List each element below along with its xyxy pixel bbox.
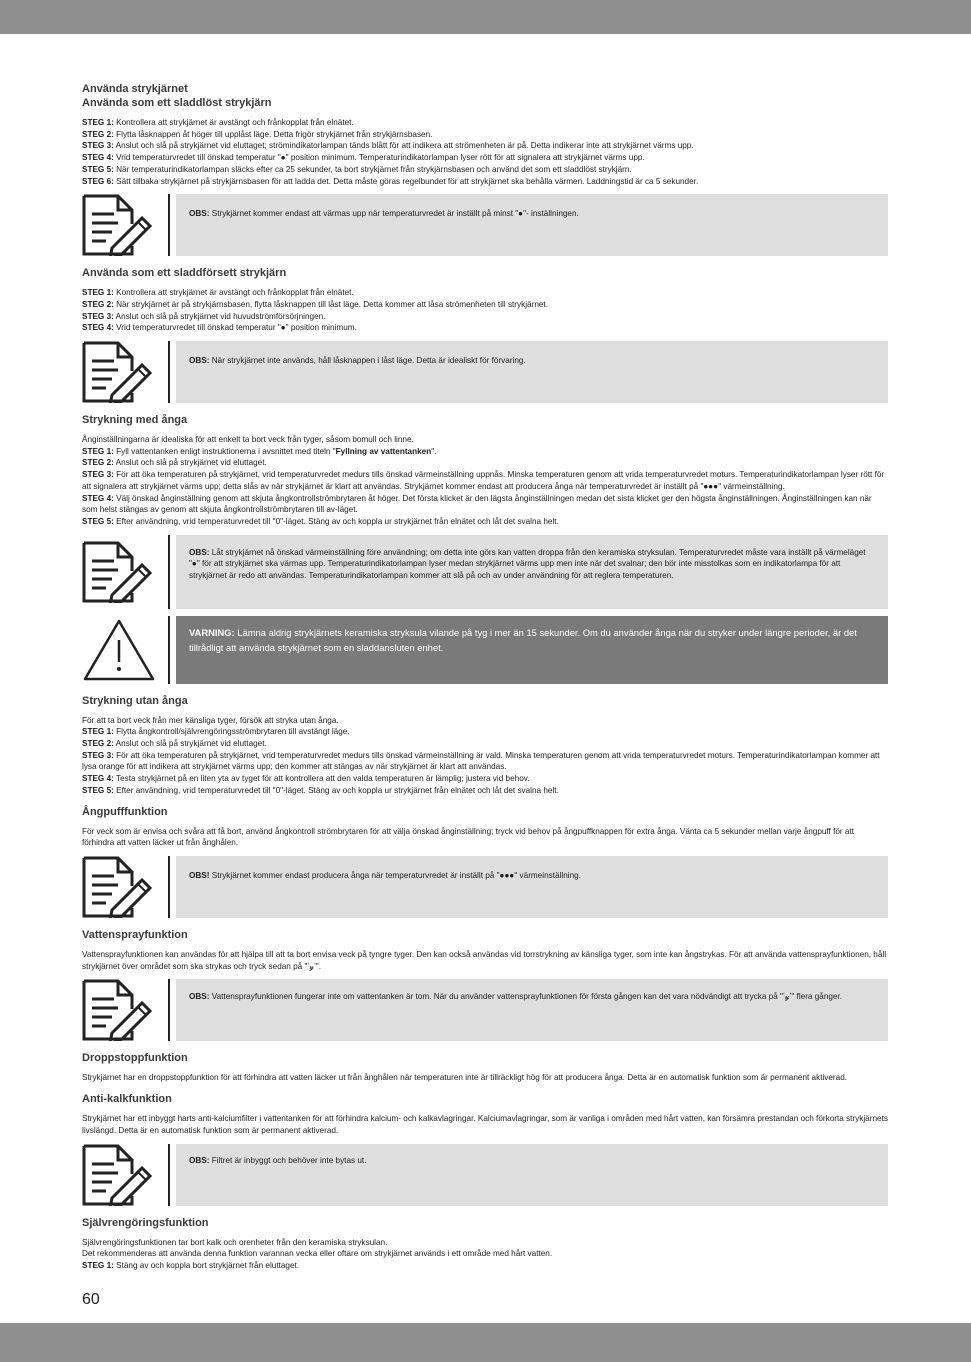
section-title: Använda som ett sladdlöst strykjärn bbox=[82, 97, 272, 109]
note-pencil-icon bbox=[82, 535, 168, 609]
note-pencil-icon bbox=[82, 341, 168, 403]
body-text: Det rekommenderas att använda denna funktion varannan vecka eller oftare om strykjärnet används i ett område med hårt vatten. bbox=[82, 1249, 553, 1259]
section-corded bbox=[82, 266, 888, 403]
step-line: STEG 4: Välj önskad ånginställning genom att skjuta ångkontrollströmbrytaren åt höger. Det första klicket är den lägsta ånginställningen medan det sista klicket ger den högsta ånginställningen. Ånginställningen kan när som helst stängas av genom att skjuta ångkontrollströmbrytaren till av-läget. bbox=[82, 493, 872, 515]
note-text: OBS: Filtret är inbyggt och behöver inte bytas ut. bbox=[176, 1144, 888, 1206]
note-box bbox=[82, 979, 888, 1041]
step-line: STEG 4: Vrid temperaturvredet till önskad temperatur "●" position minimum. bbox=[82, 323, 357, 333]
step-line: STEG 3: Anslut och slå på strykjärnet vid eluttaget; strömindikatorlampan tänds blått för att indikera att strömenheten är på. Detta indikerar inte att strykjärnet värms upp. bbox=[82, 141, 694, 151]
step-line: STEG 3: För att öka temperaturen på strykjärnet, vrid temperaturvredet medurs tills önskad värmeinställning uppnås. Minska temperaturen genom att vrida temperaturvredet moturs. Temperaturindikatorlampan lyser rött för att signalera att strykjärnet värms upp; detta slås av när strykjärnet är klart att användas. Strykjärnet kommer endast att producera ånga när temperaturvredet är inställt på "●●●" värmeinställning. bbox=[82, 470, 885, 491]
section-title: Ångpufffunktion bbox=[82, 805, 168, 818]
divider bbox=[168, 856, 170, 918]
section-steam-puff bbox=[82, 805, 888, 918]
note-box bbox=[82, 856, 888, 918]
section-no-steam bbox=[82, 694, 888, 797]
section-self-clean bbox=[82, 1216, 888, 1272]
note-pencil-icon bbox=[82, 1144, 168, 1206]
step-line: STEG 4: Testa strykjärnet på en liten yta av tyget för att kontrollera att den valda temperaturen är lämplig; justera vid behov. bbox=[82, 774, 530, 784]
note-text: OBS: Vattensprayfunktionen fungerar inte om vattentanken är tom. När du använder vattensprayfunktionen för första gången kan det vara nödvändigt att trycka på "ʽ𝓎ʼ" flera gånger. bbox=[176, 979, 888, 1041]
section-title: Anti-kalkfunktion bbox=[82, 1093, 172, 1106]
section-title: Vattensprayfunktion bbox=[82, 928, 188, 941]
step-line: STEG 1: Kontrollera att strykjärnet är avstängt och frånkopplat från elnätet. bbox=[82, 118, 354, 127]
note-pencil-icon bbox=[82, 194, 168, 256]
divider bbox=[168, 535, 170, 609]
step-line: STEG 3: För att öka temperaturen på strykjärnet, vrid temperaturvredet medurs tills önskad värmeinställning är vald. Minska temperaturen genom att vrida temperaturvredet moturs. Temperaturindikatorlampan kommer att lysa orange för att indikera att strykjärnet värms upp; den kommer att stängas av när strykjärnet är klart att användas. bbox=[82, 750, 880, 772]
top-banner bbox=[0, 0, 971, 34]
note-text: OBS: Strykjärnet kommer endast att värmas upp när temperaturvredet är inställt på minst "●"- inställningen. bbox=[176, 194, 888, 256]
page-number: 60 bbox=[82, 1291, 100, 1308]
section-water-spray bbox=[82, 928, 888, 1041]
step-line: STEG 2: Flytta låsknappen åt höger till upplåst läge. Detta frigör strykjärnet från strykjärnsbasen. bbox=[82, 129, 433, 139]
divider bbox=[168, 979, 170, 1041]
divider bbox=[168, 341, 170, 403]
warning-text: VARNING: Lämna aldrig strykjärnets keramiska stryksula vilande på tyg i mer än 15 sekunder. Om du använder ånga när du stryker under längre perioder, är det tillrådligt att använda strykjärnet som en sladdansluten enhet. bbox=[176, 616, 888, 684]
intro-line: För att ta bort veck från mer känsliga tyger, försök att stryka utan ånga. bbox=[82, 715, 339, 725]
note-pencil-icon bbox=[82, 979, 168, 1041]
step-line: STEG 6: Sätt tillbaka strykjärnet på strykjärnsbasen för att ladda det. Detta måste göras regelbundet för att strykjärnet ska behålla värmen. Laddningstid är ca 5 sekunder. bbox=[82, 176, 699, 186]
step-line: STEG 5: Efter användning, vrid temperaturvredet till "0"-läget. Stäng av och koppla ur strykjärnet från elnätet och låt det svalna helt. bbox=[82, 516, 559, 526]
note-box bbox=[82, 341, 888, 403]
section-anti-calc bbox=[82, 1092, 888, 1205]
divider bbox=[168, 194, 170, 256]
body-text: För veck som är envisa och svåra att få bort, använd ångkontroll strömbrytaren för att välja önskad ånginställning; tryck vid behov på ångpuffknappen för extra ånga. Vänta ca 5 sekunder mellan varje ångpuff för att förhindra att vatten läcker ut från ånghålen. bbox=[82, 826, 855, 848]
body-text: Vattensprayfunktionen kan användas för att hjälpa till att ta bort envisa veck på tyngre tyger. Den kan också användas vid torrstrykning av känsliga tyger, som inte kan ångstrykas. För att använda vattensprayfunktionen, håll strykjärnet över området som ska strykas och tryck sedan på "ʽ𝓎ʼ". bbox=[82, 949, 887, 971]
body-text: Strykjärnet har ett inbyggt harts anti-kalciumfilter i vattentanken för att förhindra kalcium- och kalkavlagringar. Kalciumavlagringar, som är vanliga i områden med hårt vatten, kan försämra prestandan och förkorta strykjärnets livslängd. Detta är en automatisk funktion som är permanent aktiverad. bbox=[82, 1114, 888, 1135]
body-text: Självrengöringsfunktionen tar bort kalk och orenheter från den keramiska stryksulan. bbox=[82, 1237, 388, 1247]
note-box bbox=[82, 535, 888, 609]
section-title: Strykning utan ånga bbox=[82, 694, 188, 707]
step-line: STEG 3: Anslut och slå på strykjärnet vid huvudströmförsörjningen. bbox=[82, 311, 326, 321]
section-steam bbox=[82, 413, 888, 684]
section-title: Självrengöringsfunktion bbox=[82, 1216, 209, 1229]
section-drip-stop bbox=[82, 1051, 888, 1084]
step-line: STEG 5: Efter användning, vrid temperaturvredet till "0"-läget. Stäng av och koppla ur strykjärnet från elnätet och låt det svalna helt. bbox=[82, 785, 559, 795]
step-line: STEG 1: Kontrollera att strykjärnet är avstängt och frånkopplat från elnätet. bbox=[82, 288, 354, 298]
warning-box bbox=[82, 616, 888, 684]
bottom-banner bbox=[0, 1323, 971, 1362]
note-pencil-icon bbox=[82, 856, 168, 918]
note-text: OBS: Låt strykjärnet nå önskad värmeinställning före användning; om detta inte görs kan vatten droppa från den keramiska stryksulan. Temperaturvredet måste vara inställt på värmeläget "●" för att strykjärnet ska värmas upp. Temperaturindikatorlampan lyser medan strykjärnet värms upp men inte när det svalnar; den bör inte misstolkas som en indikatorlampa för att strykjärnet är redo att användas. Temperaturindikatorlampan kommer att slå på och av under användning för att reglera temperaturen. bbox=[176, 535, 888, 609]
section-title: Droppstoppfunktion bbox=[82, 1052, 188, 1065]
step-line: STEG 1: Flytta ångkontroll/självrengöringsströmbrytaren till avstängt läge. bbox=[82, 727, 350, 737]
page-content bbox=[82, 82, 888, 1272]
note-text: OBS! Strykjärnet kommer endast producera ånga när temperaturvredet är inställt på "●●●" värmeinställning. bbox=[176, 856, 888, 918]
step-line: STEG 4: Vrid temperaturvredet till önskad temperatur "●" position minimum. Temperaturindikatorlampan lyser rött för att signalera att strykjärnet värms upp. bbox=[82, 153, 645, 163]
step-line: STEG 2: Anslut och slå på strykjärnet vid eluttaget. bbox=[82, 739, 267, 749]
body-text: Strykjärnet har en droppstoppfunktion för att förhindra att vatten läcker ut från ånghålen när temperaturen inte är tillräckligt hög för att producera ånga. Detta är en automatisk funktion som är permanent aktiverad. bbox=[82, 1073, 848, 1083]
divider bbox=[168, 616, 170, 684]
step-line: STEG 2: Anslut och slå på strykjärnet vid eluttaget. bbox=[82, 458, 267, 468]
note-box bbox=[82, 194, 888, 256]
section-title: Strykning med ånga bbox=[82, 414, 188, 427]
note-box bbox=[82, 1144, 888, 1206]
step-line: STEG 1: Fyll vattentanken enligt instruktionerna i avsnittet med titeln "Fyllning av vattentanken". bbox=[82, 446, 437, 456]
warning-triangle-icon bbox=[82, 616, 168, 684]
section-title: Använda som ett sladdförsett strykjärn bbox=[82, 267, 287, 280]
main-title: Använda strykjärnet bbox=[82, 83, 188, 95]
intro-line: Ånginställningarna är idealiska för att enkelt ta bort veck från tyger, såsom bomull och linne. bbox=[82, 435, 414, 445]
step-line: STEG 5: När temperaturindikatorlampan släcks efter ca 25 sekunder, ta bort strykjärnet från strykjärnsbasen och använd det som ett sladdlöst strykjärn. bbox=[82, 164, 632, 174]
divider bbox=[168, 1144, 170, 1206]
note-text: OBS: När strykjärnet inte används, håll låsknappen i låst läge. Detta är idealiskt för förvaring. bbox=[176, 341, 888, 403]
step-line: STEG 2: När strykjärnet är på strykjärnsbasen, flytta låsknappen till låst läge. Detta kommer att låsa strömenheten till strykjärnet. bbox=[82, 299, 548, 309]
step-line: STEG 1: Stäng av och koppla bort strykjärnet från eluttaget. bbox=[82, 1260, 300, 1270]
section-cordless bbox=[82, 96, 888, 256]
